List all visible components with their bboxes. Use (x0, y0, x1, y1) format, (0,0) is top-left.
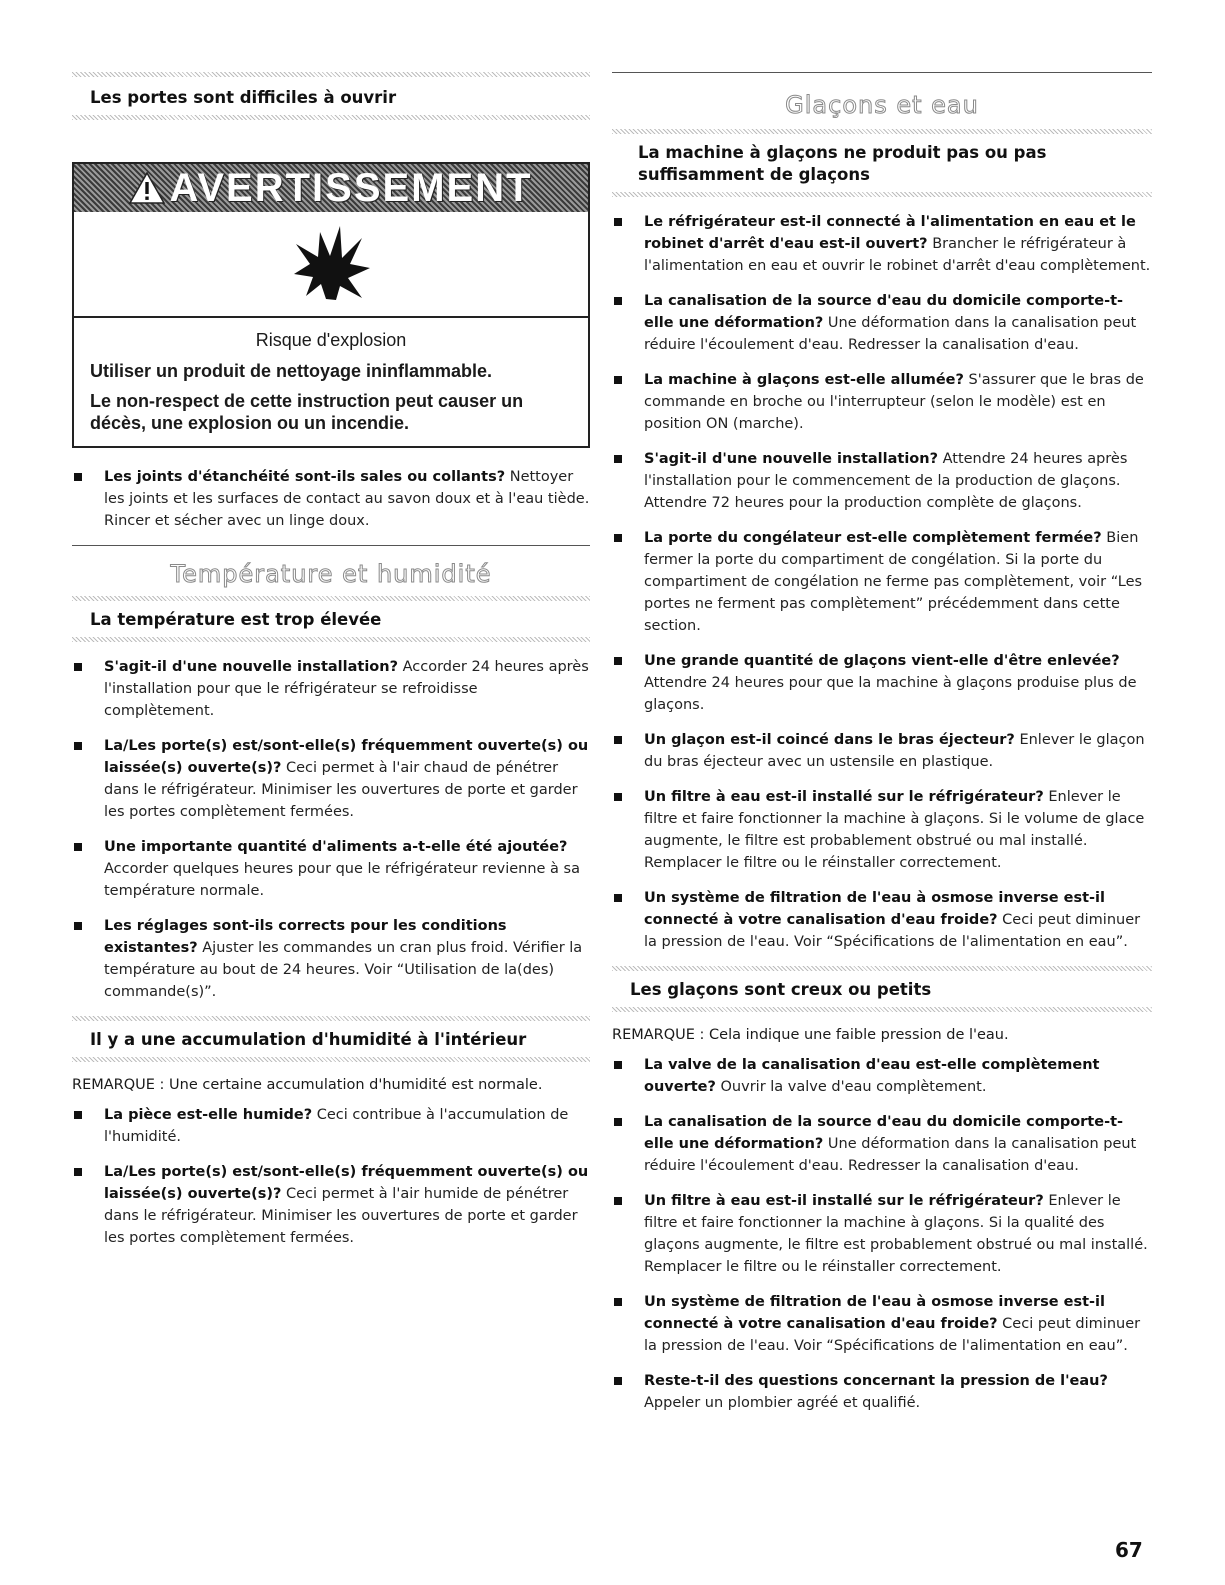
temp-heading: La température est trop élevée (90, 610, 382, 629)
list-item: Un filtre à eau est-il installé sur le réfrigérateur? Enlever le filtre et faire fonctionner la machine à glaçons. Si le volume de glace augmente, le filtre est probablement obstrué ou mal installé. Remplacer le filtre ou le réinstaller correctement. (612, 786, 1152, 874)
humid-note: REMARQUE : Une certaine accumulation d'humidité est normale. (72, 1077, 543, 1093)
list-item: Reste-t-il des questions concernant la pression de l'eau? Appeler un plombier agréé et qualifié. (612, 1370, 1152, 1414)
list-item: Le réfrigérateur est-il connecté à l'alimentation en eau et le robinet d'arrêt d'eau est-il ouvert? Brancher le réfrigérateur à l'alimentation en eau et ouvrir le robinet d'arrêt d'eau complètement. (612, 211, 1152, 277)
hatch-rule (612, 192, 1152, 197)
list-item: Les joints d'étanchéité sont-ils sales ou collants? Nettoyer les joints et les surfaces de contact au savon doux et à l'eau tiède. Rincer et sécher avec un linge doux. (72, 466, 590, 532)
hollow-list (612, 1054, 1152, 1414)
list-item: Une importante quantité d'aliments a-t-elle été ajoutée? Accorder quelques heures pour que le réfrigérateur revienne à sa température normale. (72, 836, 590, 902)
list-item: La/Les porte(s) est/sont-elle(s) fréquemment ouverte(s) ou laissée(s) ouverte(s)? Ceci permet à l'air humide de pénétrer dans le réfrigérateur. Minimiser les ouvertures de porte et garder les portes complètement fermées. (72, 1161, 590, 1249)
list-item: S'agit-il d'une nouvelle installation? Accorder 24 heures après l'installation pour que le réfrigérateur se refroidisse complètement. (72, 656, 590, 722)
list-item: La canalisation de la source d'eau du domicile comporte-t-elle une déformation? Une déformation dans la canalisation peut réduire l'écoulement d'eau. Redresser la canalisation d'eau. (612, 290, 1152, 356)
list-item: La canalisation de la source d'eau du domicile comporte-t-elle une déformation? Une déformation dans la canalisation peut réduire l'écoulement d'eau. Redresser la canalisation d'eau. (612, 1111, 1152, 1177)
warning-line-2: Le non-respect de cette instruction peut causer un décès, une explosion ou un incendie. (90, 391, 524, 433)
hatch-rule (72, 115, 590, 120)
warning-text (74, 318, 588, 446)
warning-title: AVERTISSEMENT (169, 166, 533, 210)
list-item: La porte du congélateur est-elle complètement fermée? Bien fermer la porte du compartiment de congélation. Si la porte du compartiment de congélation ne ferme pas complètement, voir “Les portes ne ferment pas complètement” précédemment dans cette section. (612, 527, 1152, 637)
hatch-rule (612, 129, 1152, 134)
explosion-icon (286, 224, 376, 304)
hatch-rule (72, 596, 590, 601)
hatch-rule (72, 1057, 590, 1062)
temp-section-title: Température et humidité (170, 560, 492, 588)
list-item: La valve de la canalisation d'eau est-elle complètement ouverte? Ouvrir la valve d'eau complètement. (612, 1054, 1152, 1098)
list-item: La/Les porte(s) est/sont-elle(s) fréquemment ouverte(s) ou laissée(s) ouverte(s)? Ceci permet à l'air chaud de pénétrer dans le réfrigérateur. Minimiser les ouvertures de porte et garder les portes complètement fermées. (72, 735, 590, 823)
section-rule (612, 72, 1152, 73)
warning-icon-row (74, 212, 588, 318)
hatch-rule (612, 1007, 1152, 1012)
page-number: 67 (1115, 1538, 1143, 1562)
section-rule (72, 545, 590, 546)
warning-box (72, 162, 590, 448)
list-item: Une grande quantité de glaçons vient-elle d'être enlevée? Attendre 24 heures pour que la machine à glaçons produise plus de glaçons. (612, 650, 1152, 716)
list-item: Les réglages sont-ils corrects pour les conditions existantes? Ajuster les commandes un cran plus froid. Vérifier la température au bout de 24 heures. Voir “Utilisation de la(des) commande(s)”. (72, 915, 590, 1003)
list-item: Un système de filtration de l'eau à osmose inverse est-il connecté à votre canalisation d'eau froide? Ceci peut diminuer la pression de l'eau. Voir “Spécifications de l'alimentation en eau”. (612, 887, 1152, 953)
warning-banner (74, 164, 588, 212)
list-item: Un filtre à eau est-il installé sur le réfrigérateur? Enlever le filtre et faire fonctionner la machine à glaçons. Si la qualité des glaçons augmente, le filtre est probablement obstrué ou mal installé. Remplacer le filtre ou le réinstaller correctement. (612, 1190, 1152, 1278)
list-item: La machine à glaçons est-elle allumée? S'assurer que le bras de commande en broche ou l'interrupteur (selon le modèle) est en position ON (marche). (612, 369, 1152, 435)
hatch-rule (612, 966, 1152, 971)
humid-heading: Il y a une accumulation d'humidité à l'intérieur (90, 1030, 527, 1049)
list-item: Un glaçon est-il coincé dans le bras éjecteur? Enlever le glaçon du bras éjecteur avec un ustensile en plastique. (612, 729, 1152, 773)
hatch-rule (72, 1016, 590, 1021)
list-item: La pièce est-elle humide? Ceci contribue à l'accumulation de l'humidité. (72, 1104, 590, 1148)
warning-triangle-icon (129, 172, 165, 204)
risk-title: Risque d'explosion (255, 330, 407, 350)
hollow-heading: Les glaçons sont creux ou petits (630, 980, 932, 999)
left-column (72, 0, 590, 1262)
hollow-note: REMARQUE : Cela indique une faible pression de l'eau. (612, 1027, 1009, 1043)
hatch-rule (72, 637, 590, 642)
doors-list (72, 466, 590, 532)
warning-line-1: Utiliser un produit de nettoyage ininflammable. (90, 361, 493, 381)
temp-list (72, 656, 590, 1003)
right-column (612, 0, 1152, 1427)
list-item: S'agit-il d'une nouvelle installation? Attendre 24 heures après l'installation pour le commencement de la production de glaçons. Attendre 72 heures pour la production complète de glaçons. (612, 448, 1152, 514)
doors-heading: Les portes sont difficiles à ouvrir (90, 88, 397, 107)
hatch-rule (72, 72, 590, 77)
ice-list (612, 211, 1152, 953)
ice-section-title: Glaçons et eau (785, 91, 979, 119)
ice-heading: La machine à glaçons ne produit pas ou pas suffisamment de glaçons (638, 143, 1047, 184)
humid-list (72, 1104, 590, 1249)
list-item: Un système de filtration de l'eau à osmose inverse est-il connecté à votre canalisation d'eau froide? Ceci peut diminuer la pression de l'eau. Voir “Spécifications de l'alimentation en eau”. (612, 1291, 1152, 1357)
